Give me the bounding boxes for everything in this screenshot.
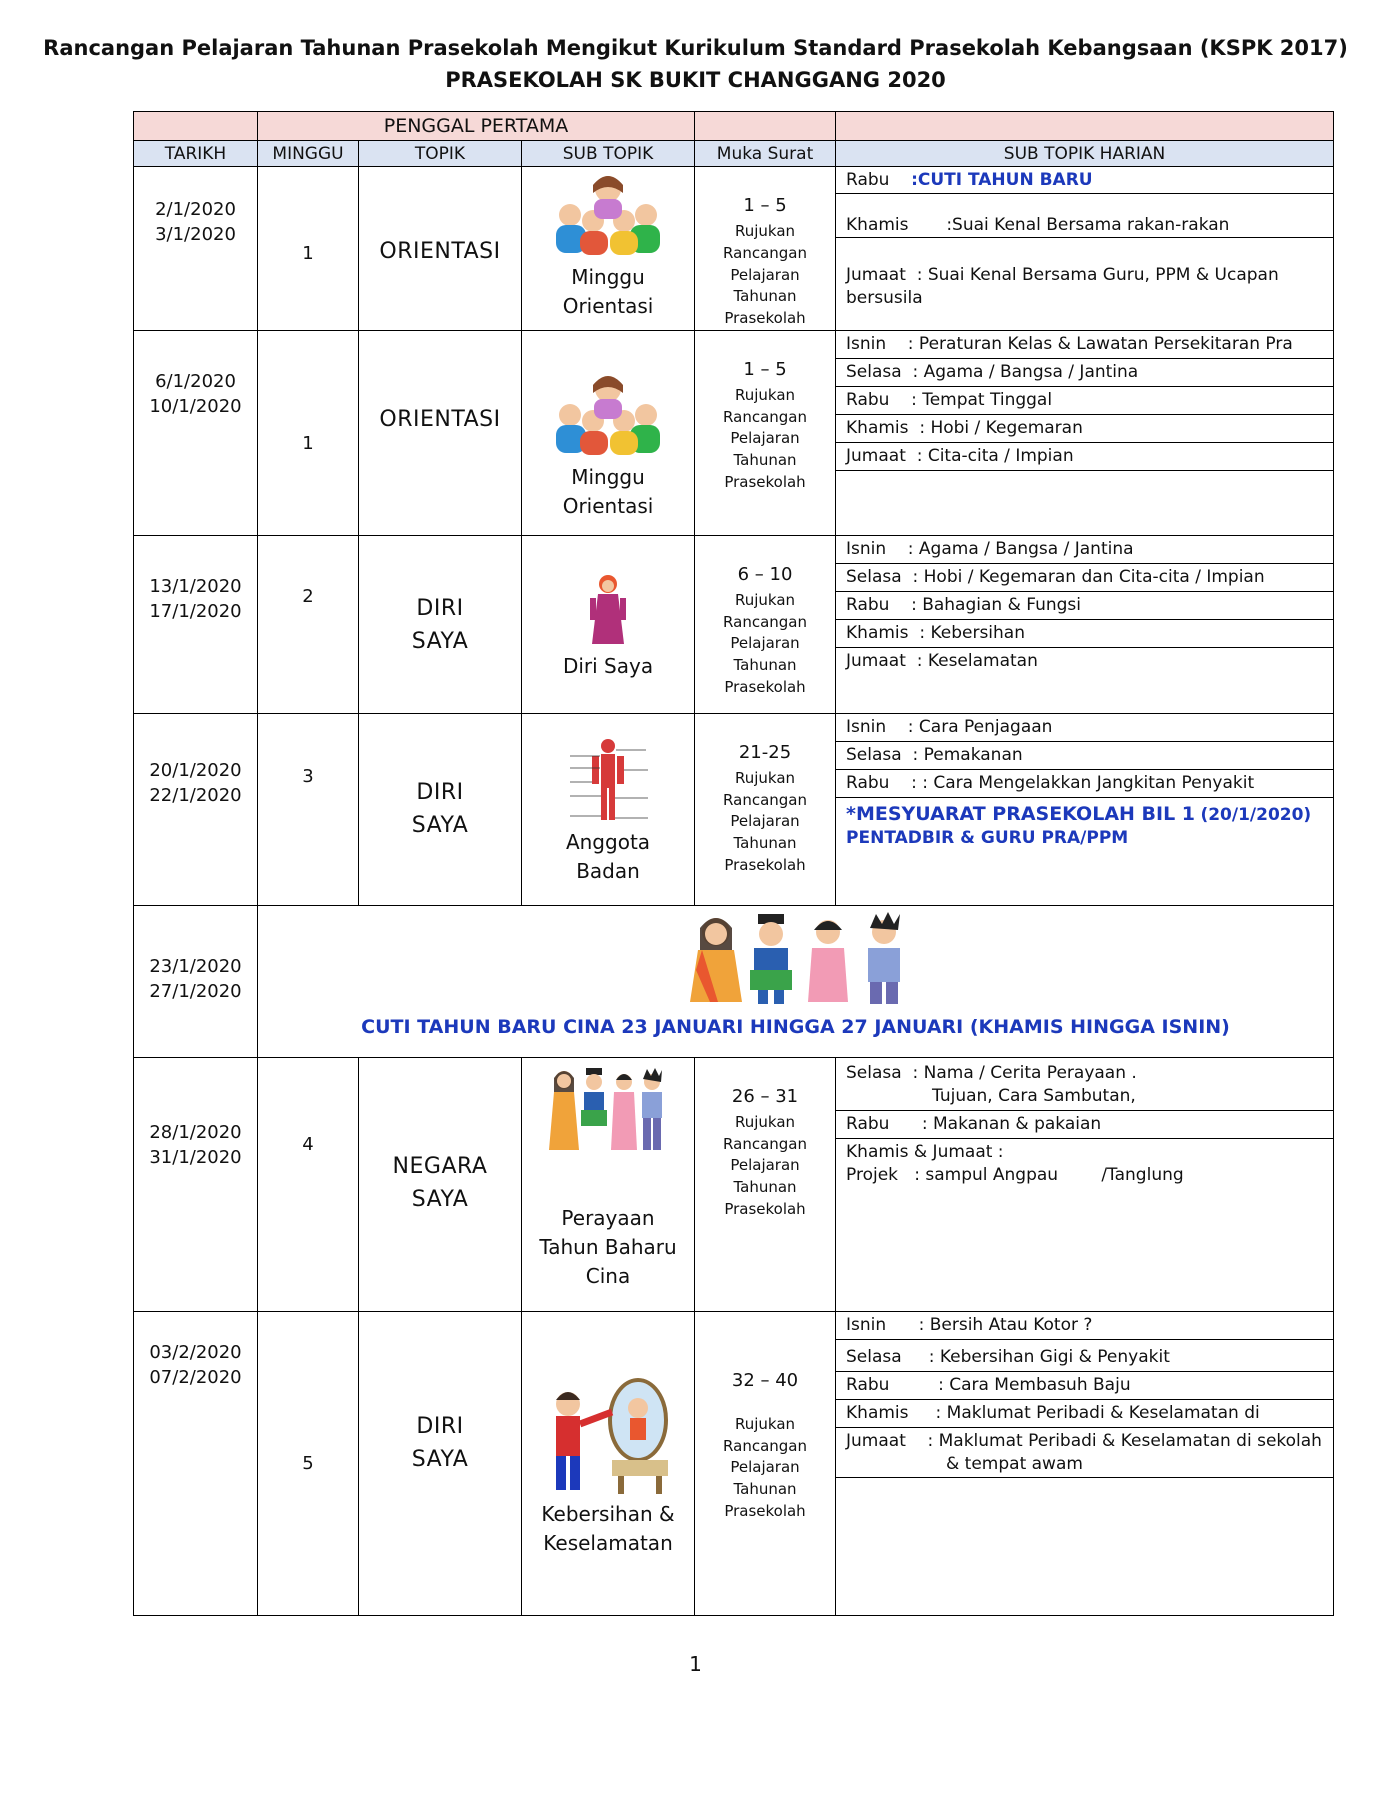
sub-topic-line: Minggu xyxy=(571,265,645,289)
ref-line: Tahunan xyxy=(733,834,797,853)
daily-item xyxy=(836,714,1333,742)
sub-topic-cell xyxy=(522,1057,695,1311)
daily-item xyxy=(836,648,1333,675)
term-label: PENGGAL PERTAMA xyxy=(258,112,695,141)
daily-cell xyxy=(836,1311,1334,1615)
daily-item xyxy=(836,770,1333,798)
meeting-note xyxy=(836,798,1333,853)
daily-item xyxy=(836,564,1333,592)
ref-line: Prasekolah xyxy=(724,1199,806,1218)
day-label: Selasa xyxy=(846,566,902,587)
week-cell: 2 xyxy=(258,535,359,713)
sub-topic-cell xyxy=(522,535,695,713)
ref-line: Tahunan xyxy=(733,287,797,306)
day-label: Jumaat xyxy=(846,265,906,285)
daily-item xyxy=(836,536,1333,564)
topic-cell xyxy=(359,167,522,331)
daily-cell xyxy=(836,535,1334,713)
topic-text: DIRI xyxy=(416,1414,464,1440)
sub-topic-line: Tahun Baharu xyxy=(539,1234,677,1259)
ref-line: Pelajaran xyxy=(730,429,800,448)
daily-item xyxy=(836,415,1333,443)
table-row xyxy=(134,330,1334,535)
column-header-row xyxy=(134,141,1334,167)
date-cell xyxy=(134,535,258,713)
page-range: 26 – 31 xyxy=(731,1085,799,1107)
day-activity: :CUTI TAHUN BARU xyxy=(911,170,1093,190)
table-row xyxy=(134,1311,1334,1615)
daily-item xyxy=(836,387,1333,415)
ref-line: Pelajaran xyxy=(730,1458,800,1477)
day-activity-cont: bersusila xyxy=(846,287,923,308)
ref-line: Prasekolah xyxy=(724,855,806,874)
day-label: Selasa xyxy=(846,744,902,765)
term-header-empty xyxy=(695,112,836,141)
daily-item xyxy=(836,194,1333,238)
boy-mirror-icon xyxy=(538,1376,678,1496)
day-activity: : Maklumat Peribadi & Keselamatan di sekolah xyxy=(927,1430,1322,1451)
daily-item xyxy=(836,1139,1333,1189)
table-row xyxy=(134,713,1334,905)
daily-item xyxy=(836,167,1333,194)
sub-topic-line: Minggu xyxy=(571,464,645,489)
page-ref-cell xyxy=(695,1057,836,1311)
sub-topic-line: Diri Saya xyxy=(562,653,654,678)
ref-line: Rujukan xyxy=(734,1414,796,1433)
day-label: Rabu xyxy=(846,1374,890,1395)
page-number: 1 xyxy=(689,1652,702,1676)
day-label: Selasa xyxy=(846,1062,902,1083)
page-range: 32 – 40 xyxy=(731,1369,799,1391)
meeting-date: (20/1/2020) xyxy=(1200,804,1312,825)
sub-topic-line: Badan xyxy=(576,858,640,883)
day-label: Isnin xyxy=(846,716,887,737)
topic-text: SAYA xyxy=(411,812,469,838)
day-activity: : Cara Membasuh Baju xyxy=(938,1374,1131,1395)
sub-topic-line: Orientasi xyxy=(562,493,654,518)
date-start: 13/1/2020 xyxy=(149,575,242,597)
ref-line: Rancangan xyxy=(723,1134,807,1153)
ref-line: Pelajaran xyxy=(730,634,800,653)
girl-figure-icon xyxy=(586,572,630,648)
col-header-minggu: MINGGU xyxy=(258,141,359,167)
ref-line: Rancangan xyxy=(723,790,807,809)
date-end: 22/1/2020 xyxy=(149,785,242,807)
meeting-attendees: PENTADBIR & GURU PRA/PPM xyxy=(846,828,1129,849)
children-group-icon xyxy=(548,371,668,459)
col-header-sub-topik: SUB TOPIK xyxy=(522,141,695,167)
day-activity: : Bersih Atau Kotor ? xyxy=(918,1314,1093,1335)
page-range: 6 – 10 xyxy=(737,563,793,585)
day-label: Selasa xyxy=(846,1346,902,1367)
day-activity: : : Cara Mengelakkan Jangkitan Penyakit xyxy=(911,772,1255,793)
week-cell: 1 xyxy=(258,330,359,535)
day-activity: : Kebersihan Gigi & Penyakit xyxy=(928,1346,1170,1367)
daily-item xyxy=(836,1340,1333,1372)
page-range: 1 – 5 xyxy=(743,195,787,216)
col-header-topik: TOPIK xyxy=(359,141,522,167)
day-label: Khamis xyxy=(846,1402,909,1423)
daily-item xyxy=(836,1312,1333,1340)
ref-line: Prasekolah xyxy=(724,472,806,491)
topic-cell xyxy=(359,713,522,905)
daily-cell xyxy=(836,713,1334,905)
day-activity: : Keselamatan xyxy=(916,650,1038,671)
ref-line: Pelajaran xyxy=(730,812,800,831)
ref-line: Rujukan xyxy=(734,222,796,241)
date-end: 31/1/2020 xyxy=(149,1147,242,1169)
day-activity-extra: /Tanglung xyxy=(1101,1164,1184,1185)
day-label: Jumaat xyxy=(846,445,906,466)
daily-item xyxy=(836,1058,1333,1111)
date-cell xyxy=(134,167,258,331)
day-label: Khamis xyxy=(846,622,909,643)
body-parts-diagram-icon xyxy=(548,736,668,824)
festival-people-icon xyxy=(548,1066,668,1154)
topic-cell xyxy=(359,535,522,713)
sub-topic-line: Keselamatan xyxy=(543,1530,673,1555)
date-cell xyxy=(134,330,258,535)
date-start: 03/2/2020 xyxy=(149,1341,242,1363)
day-label: Jumaat xyxy=(846,1430,906,1451)
daily-item xyxy=(836,1400,1333,1428)
day-activity: : Nama / Cerita Perayaan . xyxy=(912,1062,1137,1083)
date-start: 28/1/2020 xyxy=(149,1121,242,1143)
date-cell xyxy=(134,1057,258,1311)
ref-line: Rancangan xyxy=(723,407,807,426)
ref-line: Rujukan xyxy=(734,385,796,404)
col-header-sub-topik-harian: SUB TOPIK HARIAN xyxy=(836,141,1334,167)
daily-cell xyxy=(836,1057,1334,1311)
week-cell: 3 xyxy=(258,713,359,905)
sub-topic-line: Cina xyxy=(585,1263,631,1288)
ref-line: Tahunan xyxy=(733,1178,797,1197)
day-activity: : Maklumat Peribadi & Keselamatan di xyxy=(935,1402,1260,1423)
page-ref-cell xyxy=(695,167,836,331)
date-end: 17/1/2020 xyxy=(149,601,242,623)
school-title: PRASEKOLAH SK BUKIT CHANGGANG 2020 xyxy=(445,68,946,92)
ref-line: Rujukan xyxy=(734,590,796,609)
day-activity-cont: & tempat awam xyxy=(946,1453,1083,1474)
ref-line: Prasekolah xyxy=(724,1501,806,1520)
week-cell: 1 xyxy=(258,167,359,331)
sub-topic-line: Perayaan xyxy=(561,1205,655,1230)
date-cell xyxy=(134,905,258,1057)
festival-people-icon xyxy=(688,910,918,1006)
topic-text: ORIENTASI xyxy=(379,406,501,432)
ref-line: Tahunan xyxy=(733,1480,797,1499)
topic-cell xyxy=(359,1057,522,1311)
daily-item xyxy=(836,620,1333,648)
topic-text: SAYA xyxy=(411,628,469,654)
topic-cell xyxy=(359,330,522,535)
day-label: Rabu xyxy=(846,594,890,615)
day-activity: : Agama / Bangsa / Jantina xyxy=(907,538,1134,559)
day-label: Rabu xyxy=(846,389,890,410)
day-activity: : Cara Penjagaan xyxy=(907,716,1053,737)
daily-cell xyxy=(836,167,1334,331)
children-group-icon xyxy=(548,171,668,259)
week-cell: 5 xyxy=(258,1311,359,1615)
page-range: 21-25 xyxy=(738,741,792,763)
page-ref-cell xyxy=(695,535,836,713)
day-activity: : sampul Angpau xyxy=(914,1164,1059,1185)
day-label: Rabu xyxy=(846,772,890,793)
page-range: 1 – 5 xyxy=(743,358,787,380)
day-label: Khamis xyxy=(846,417,909,438)
topic-text: DIRI xyxy=(416,779,464,805)
day-activity: Khamis & Jumaat : xyxy=(846,1141,1004,1162)
ref-line: Tahunan xyxy=(733,451,797,470)
ref-line: Prasekolah xyxy=(724,309,806,328)
day-activity: : Peraturan Kelas & Lawatan Persekitaran Pra xyxy=(907,333,1293,354)
table-row xyxy=(134,167,1334,331)
sub-topic-line: Kebersihan & xyxy=(541,1501,675,1526)
day-label: Isnin xyxy=(846,333,887,354)
day-activity: : Hobi / Kegemaran xyxy=(919,417,1083,438)
col-header-tarikh: TARIKH xyxy=(134,141,258,167)
topic-text: DIRI xyxy=(416,595,464,621)
day-activity: : Pemakanan xyxy=(912,744,1023,765)
day-activity: : Tempat Tinggal xyxy=(911,389,1053,410)
page-ref-cell xyxy=(695,330,836,535)
holiday-row xyxy=(134,905,1334,1057)
daily-item xyxy=(836,238,1333,312)
ref-line: Rancangan xyxy=(723,1436,807,1455)
day-label: Jumaat xyxy=(846,650,906,671)
date-start: 23/1/2020 xyxy=(149,955,242,977)
day-label: Rabu xyxy=(846,1113,890,1134)
day-activity: : Cita-cita / Impian xyxy=(916,445,1074,466)
col-header-muka-surat: Muka Surat xyxy=(695,141,836,167)
sub-topic-line: Anggota xyxy=(565,829,651,854)
daily-item xyxy=(836,331,1333,359)
date-start: 6/1/2020 xyxy=(155,370,236,392)
ref-line: Rancangan xyxy=(723,243,807,262)
page-ref-cell xyxy=(695,713,836,905)
document-title: Rancangan Pelajaran Tahunan Prasekolah Mengikut Kurikulum Standard Prasekolah Kebangsaan (KSPK 2017) xyxy=(43,36,1348,60)
sub-topic-cell xyxy=(522,1311,695,1615)
day-label: Isnin xyxy=(846,538,887,559)
daily-item xyxy=(836,1111,1333,1139)
day-activity-cont: Tujuan, Cara Sambutan, xyxy=(932,1085,1136,1106)
table-row xyxy=(134,1057,1334,1311)
holiday-text: CUTI TAHUN BARU CINA 23 JANUARI HINGGA 27 JANUARI (KHAMIS HINGGA ISNIN) xyxy=(361,1015,1230,1038)
holiday-cell xyxy=(258,905,1334,1057)
day-label: Isnin xyxy=(846,1314,887,1335)
topic-text: ORIENTASI xyxy=(379,239,501,264)
daily-item xyxy=(836,742,1333,770)
ref-line: Tahunan xyxy=(733,656,797,675)
date-end: 27/1/2020 xyxy=(149,981,242,1003)
term-header-empty xyxy=(134,112,258,141)
week-cell: 4 xyxy=(258,1057,359,1311)
sub-topic-line: Orientasi xyxy=(562,294,654,318)
lesson-plan-table xyxy=(133,111,1334,1616)
day-activity: : Makanan & pakaian xyxy=(921,1113,1102,1134)
sub-topic-cell xyxy=(522,167,695,331)
ref-line: Rujukan xyxy=(734,768,796,787)
ref-line: Pelajaran xyxy=(730,1156,800,1175)
term-header-empty xyxy=(836,112,1334,141)
date-end: 10/1/2020 xyxy=(149,396,242,418)
date-start: 20/1/2020 xyxy=(149,759,242,781)
ref-line: Pelajaran xyxy=(730,265,800,284)
day-activity: : Bahagian & Fungsi xyxy=(911,594,1082,615)
topic-text: SAYA xyxy=(411,1447,469,1473)
daily-item xyxy=(836,592,1333,620)
day-label: Rabu xyxy=(846,170,890,190)
topic-cell xyxy=(359,1311,522,1615)
sub-topic-cell xyxy=(522,713,695,905)
table-row xyxy=(134,535,1334,713)
topic-text: NEGARA xyxy=(392,1153,488,1179)
daily-item xyxy=(836,359,1333,387)
daily-item xyxy=(836,443,1333,471)
date-cell xyxy=(134,713,258,905)
day-activity: :Suai Kenal Bersama rakan-rakan xyxy=(946,215,1230,235)
page-ref-cell xyxy=(695,1311,836,1615)
day-activity: : Kebersihan xyxy=(919,622,1025,643)
day-label: Projek xyxy=(846,1164,899,1185)
topic-text: SAYA xyxy=(411,1186,469,1212)
day-activity: : Hobi / Kegemaran dan Cita-cita / Impian xyxy=(912,566,1265,587)
date-cell xyxy=(134,1311,258,1615)
date-end: 3/1/2020 xyxy=(155,224,236,246)
daily-item xyxy=(836,1372,1333,1400)
day-activity: : Suai Kenal Bersama Guru, PPM & Ucapan xyxy=(916,265,1279,285)
daily-item xyxy=(836,1428,1333,1479)
day-label: Khamis xyxy=(846,215,909,235)
term-header-row xyxy=(134,112,1334,141)
meeting-title: *MESYUARAT PRASEKOLAH BIL 1 xyxy=(846,802,1196,825)
day-activity: : Agama / Bangsa / Jantina xyxy=(912,361,1139,382)
ref-line: Rujukan xyxy=(734,1112,796,1131)
sub-topic-cell xyxy=(522,330,695,535)
daily-cell xyxy=(836,330,1334,535)
ref-line: Rancangan xyxy=(723,612,807,631)
day-label: Selasa xyxy=(846,361,902,382)
date-end: 07/2/2020 xyxy=(149,1367,242,1389)
date-start: 2/1/2020 xyxy=(155,199,236,220)
ref-line: Prasekolah xyxy=(724,677,806,696)
